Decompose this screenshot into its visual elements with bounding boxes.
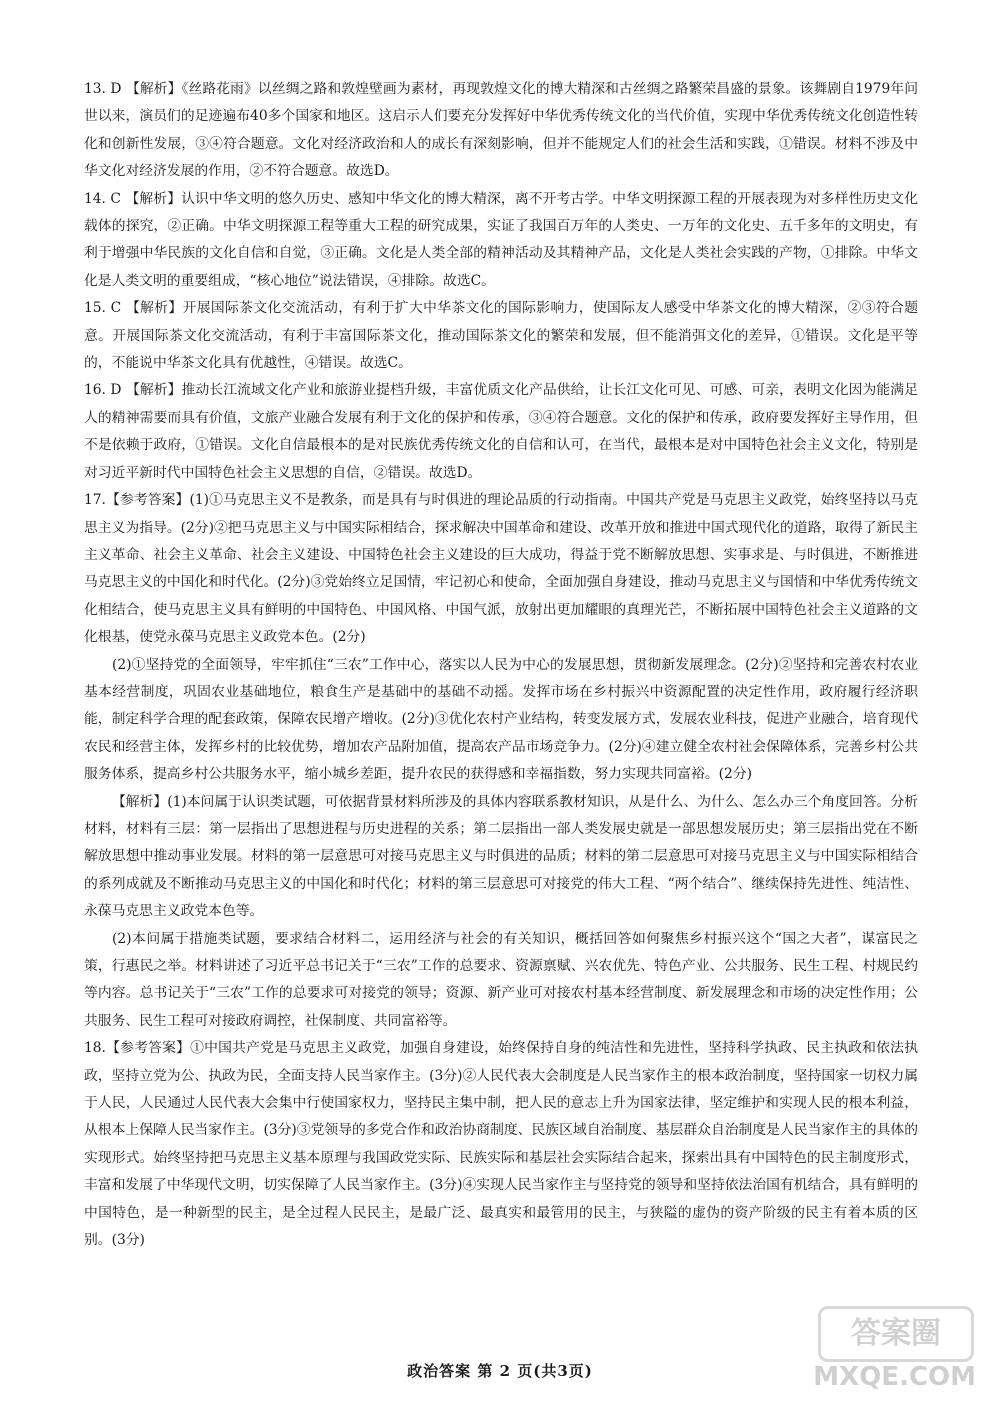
watermark <box>810 1306 980 1396</box>
answer-13: 13. D 【解析】《丝路花雨》以丝绸之路和敦煌壁画为素材，再现敦煌文化的博大精深和古丝绸之路繁荣昌盛的景象。该舞剧自1979年问世以来，演员们的足迹遍布40多个国家和地区。这启示人们要充分发挥好中华优秀传统文化的当代价值，实现中华优秀传统文化创造性转化和创新性发展，③④符合题意。文化对经济政治和人的成长有深刻影响，但并不能规定人们的社会生活和实践，①错误。材料不涉及中华文化对经济发展的作用，②不符合题意。故选D。 <box>84 81 918 180</box>
answer-16: 16. D 【解析】推动长江流域文化产业和旅游业提档升级，丰富优质文化产品供给，让长江文化可见、可感、可亲，表明文化因为能满足人的精神需要而具有价值，文旅产业融合发展有利于文化的保护和传承，③④符合题意。文化的保护和传承，政府要发挥好主导作用，但不是依赖于政府，①错误。文化自信最根本的是对民族优秀传统文化的自信和认可，在当代，最根本是对中国特色社会主义文化，特别是对习近平新时代中国特色社会主义思想的自信，②错误。故选D。 <box>84 382 918 481</box>
page-footer: 政治答案 第 2 页(共3页) <box>407 1362 593 1380</box>
analysis-17-part1: 【解析】(1)本问属于认识类试题，可依据背景材料所涉及的具体内容联系教材知识，从是什么、为什么、怎么办三个角度回答。分析材料，材料有三层：第一层指出了思想进程与历史进程的关系；第二层指出一部人类发展史就是一部思想发展历史；第三层指出党在不断解放思想中推动事业发展。材料的第一层意思可对接马克思主义与时俱进的品质；材料的第二层意思可对接马克思主义与中国实际相结合的系列成就及不断推动马克思主义的中国化和时代化；材料的第三层意思可对接党的伟大工程、“两个结合”、继续保持先进性、纯洁性、永葆马克思主义政党本色等。 <box>84 793 918 920</box>
answer-17-part1: 17.【参考答案】(1)①马克思主义不是教条，而是具有与时俱进的理论品质的行动指南。中国共产党是马克思主义政党，始终坚持以马克思主义为指导。(2分)②把马克思主义与中国实际相结合，探求解决中国革命和建设、改革开放和推进中国式现代化的道路，取得了新民主主义革命、社会主义革命、社会主义建设、中国特色社会主义建设的巨大成功，得益于党不断解放思想、实事求是、与时俱进，不断推进马克思主义的中国化和时代化。(2分)③党始终立足国情，牢记初心和使命，全面加强自身建设，推动马克思主义与国情和中华优秀传统文化相结合，使马克思主义具有鲜明的中国特色、中国风格、中国气派，放射出更加耀眼的真理光芒，不断拓展中国特色社会主义道路的文化根基，使党永葆马克思主义政党本色。(2分) <box>84 492 918 646</box>
answer-15: 15. C 【解析】开展国际茶文化交流活动，有利于扩大中华茶文化的国际影响力，使国际友人感受中华茶文化的博大精深，②③符合题意。开展国际茶文化交流活动，有利于丰富国际茶文化，推动国际茶文化的繁荣和发展，但不能消弭文化的差异，①错误。文化是平等的，不能说中华茶文化具有优越性，④错误。故选C。 <box>84 300 918 372</box>
watermark-url: MXQE.COM <box>813 1362 976 1392</box>
watermark-logo: 答案圈 <box>818 1306 974 1362</box>
answer-content <box>84 76 918 1254</box>
analysis-17-part2: (2)本问属于措施类试题，要求结合材料二，运用经济与社会的有关知识，概括回答如何聚焦乡村振兴这个“国之大者”，谋富民之策，行惠民之举。材料讲述了习近平总书记关于“三农”工作的总要求、资源禀赋、兴农优先、特色产业、公共服务、民生工程、村规民约等内容。总书记关于“三农”工作的总要求可对接党的领导；资源、新产业可对接农村基本经营制度、新发展理念和市场的决定性作用；公共服务、民生工程可对接政府调控，社保制度、共同富裕等。 <box>84 930 918 1029</box>
answer-17-part2: (2)①坚持党的全面领导，牢牢抓住“三农”工作中心，落实以人民为中心的发展思想，贯彻新发展理念。(2分)②坚持和完善农村农业基本经营制度，巩固农业基础地位，粮食生产是基础中的基础不动摇。发挥市场在乡村振兴中资源配置的决定性作用，政府履行经济职能，制定科学合理的配套政策，保障农民增产增收。(2分)③优化农村产业结构，转变发展方式，发展农业科技，促进产业融合，培育现代农民和经营主体，发挥乡村的比较优势，增加农产品附加值，提高农产品市场竞争力。(2分)④建立健全农村社会保障体系，完善乡村公共服务体系，提高乡村公共服务水平，缩小城乡差距，提升农民的获得感和幸福指数，努力实现共同富裕。(2分) <box>84 656 918 783</box>
answer-18: 18.【参考答案】①中国共产党是马克思主义政党，加强自身建设，始终保持自身的纯洁性和先进性，坚持科学执政、民主执政和依法执政，坚持立党为公、执政为民，全面支持人民当家作主。(3分)②人民代表大会制度是人民当家作主的根本政治制度，坚持国家一切权力属于人民，人民通过人民代表大会集中行使国家权力，坚持民主集中制，把人民的意志上升为国家法律，坚定维护和实现人民的根本利益，从根本上保障人民当家作主。(3分)③党领导的多党合作和政治协商制度、民族区域自治制度、基层群众自治制度是人民当家作主的具体的实现形式。始终坚持把马克思主义基本原理与我国政党实际、民族实际和基层社会实际结合起来，探索出具有中国特色的民主制度形式，丰富和发展了中华现代文明，切实保障了人民当家作主。(3分)④实现人民当家作主与坚持党的领导和坚持依法治国有机结合，具有鲜明的中国特色，是一种新型的民主，是全过程人民民主，是最广泛、最真实和最管用的民主，与狭隘的虚伪的资产阶级的民主有着本质的区别。(3分) <box>84 1040 918 1249</box>
answer-14: 14. C 【解析】认识中华文明的悠久历史、感知中华文化的博大精深，离不开考古学。中华文明探源工程的开展表现为对多样性历史文化载体的探究，②正确。中华文明探源工程等重大工程的研究成果，实证了我国百万年的人类史、一万年的文化史、五千多年的文明史，有利于增强中华民族的文化自信和自觉，③正确。文化是人类全部的精神活动及其精神产品，文化是人类社会实践的产物，①排除。中华文化是人类文明的重要组成，“核心地位”说法错误，④排除。故选C。 <box>84 190 918 289</box>
